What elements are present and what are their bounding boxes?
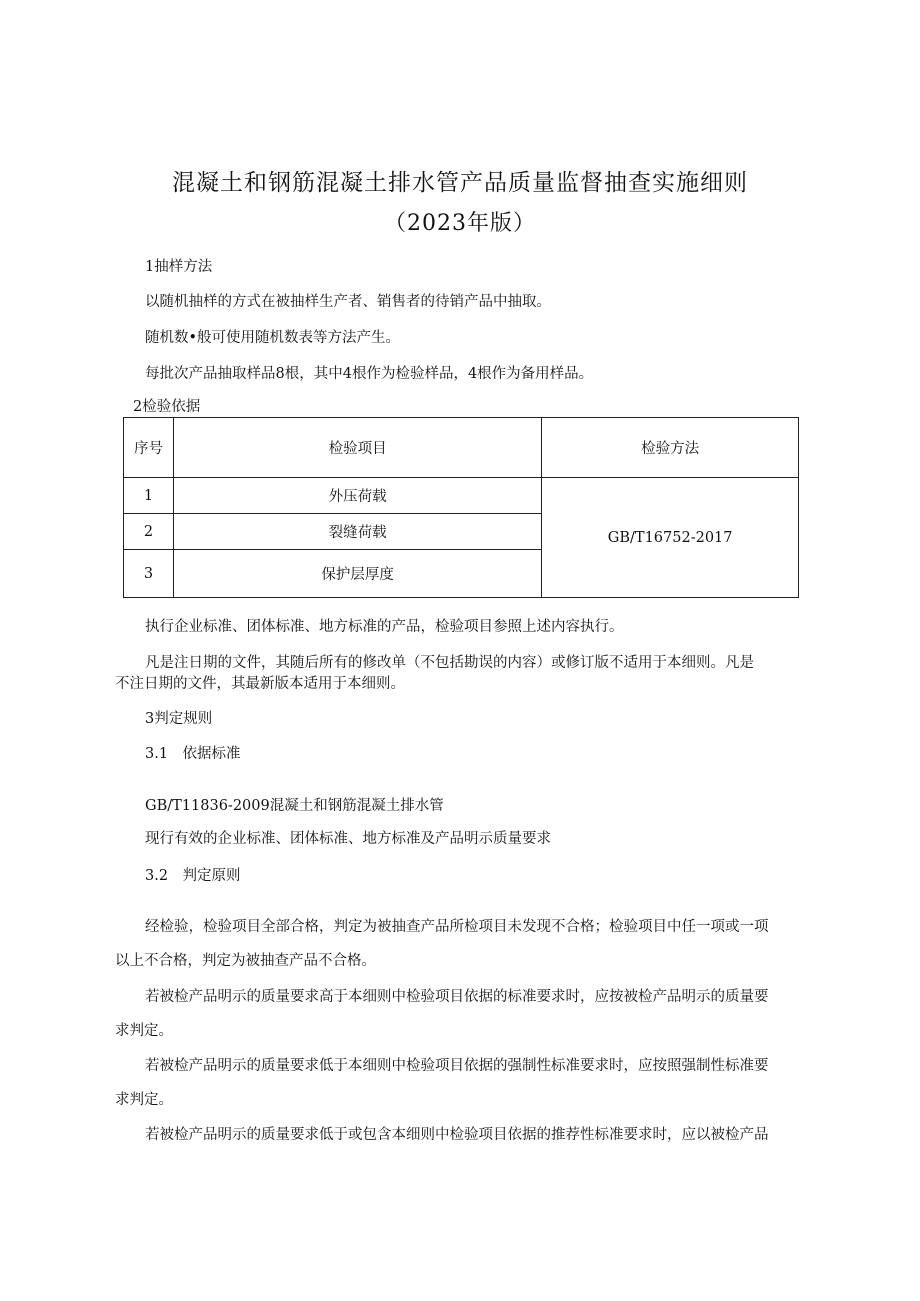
section2-note-2-line-2: 不注日期的文件，其最新版本适用于本细则。 xyxy=(115,676,405,692)
header-no: 序号 xyxy=(124,418,174,478)
header-item: 检验项目 xyxy=(173,418,541,478)
rule-1-line-2: 以上不合格，判定为被抽查产品不合格。 xyxy=(115,953,376,969)
row-no: 1 xyxy=(124,478,174,514)
section2-note-1: 执行企业标准、团体标准、地方标准的产品，检验项目参照上述内容执行。 xyxy=(145,619,624,635)
rule-2-line-2: 求判定。 xyxy=(115,1023,173,1039)
section3-heading: 3判定规则 xyxy=(145,711,213,727)
section3-sub-2: 3.2 判定原则 xyxy=(145,868,241,884)
section2-note-2-line-1: 凡是注日期的文件，其随后所有的修改单（不包括勘误的内容）或修订版不适用于本细则。凡是 xyxy=(145,655,754,671)
section3-standard-2: 现行有效的企业标准、团体标准、地方标准及产品明示质量要求 xyxy=(145,831,551,847)
row-item: 保护层厚度 xyxy=(173,550,541,598)
section2-heading: 2检验依据 xyxy=(133,399,201,415)
row-no: 2 xyxy=(124,514,174,550)
rule-2-line-1: 若被检产品明示的质量要求高于本细则中检验项目依据的标准要求时，应按被检产品明示的质量要 xyxy=(145,989,769,1005)
rule-3-line-1: 若被检产品明示的质量要求低于本细则中检验项目依据的强制性标准要求时，应按照强制性标准要 xyxy=(145,1058,769,1074)
row-item: 外压荷载 xyxy=(173,478,541,514)
row-item: 裂缝荷载 xyxy=(173,514,541,550)
section1-line-1: 以随机抽样的方式在被抽样生产者、销售者的待销产品中抽取。 xyxy=(145,294,551,310)
section3-standard-1: GB/T11836-2009混凝土和钢筋混凝土排水管 xyxy=(145,798,444,814)
section3-sub-1: 3.1 依据标准 xyxy=(145,746,241,762)
row-no: 3 xyxy=(124,550,174,598)
rule-4-line-1: 若被检产品明示的质量要求低于或包含本细则中检验项目依据的推荐性标准要求时，应以被检产品 xyxy=(145,1127,769,1143)
document-title: 混凝土和钢筋混凝土排水管产品质量监督抽查实施细则 xyxy=(172,170,748,196)
header-method: 检验方法 xyxy=(542,418,799,478)
table-header-row xyxy=(124,418,799,478)
rule-3-line-2: 求判定。 xyxy=(115,1092,173,1108)
inspection-table xyxy=(123,417,799,598)
row-method: GB/T16752-2017 xyxy=(542,478,799,598)
section1-line-2: 随机数•般可使用随机数表等方法产生。 xyxy=(145,330,401,346)
section1-heading: 1抽样方法 xyxy=(145,259,213,275)
rule-1-line-1: 经检验，检验项目全部合格，判定为被抽查产品所检项目未发现不合格；检验项目中任一项或一项 xyxy=(145,919,769,935)
section1-line-3: 每批次产品抽取样品8根，其中4根作为检验样品，4根作为备用样品。 xyxy=(145,366,594,382)
table-row xyxy=(124,478,799,514)
document-edition: （2023年版） xyxy=(384,211,536,236)
